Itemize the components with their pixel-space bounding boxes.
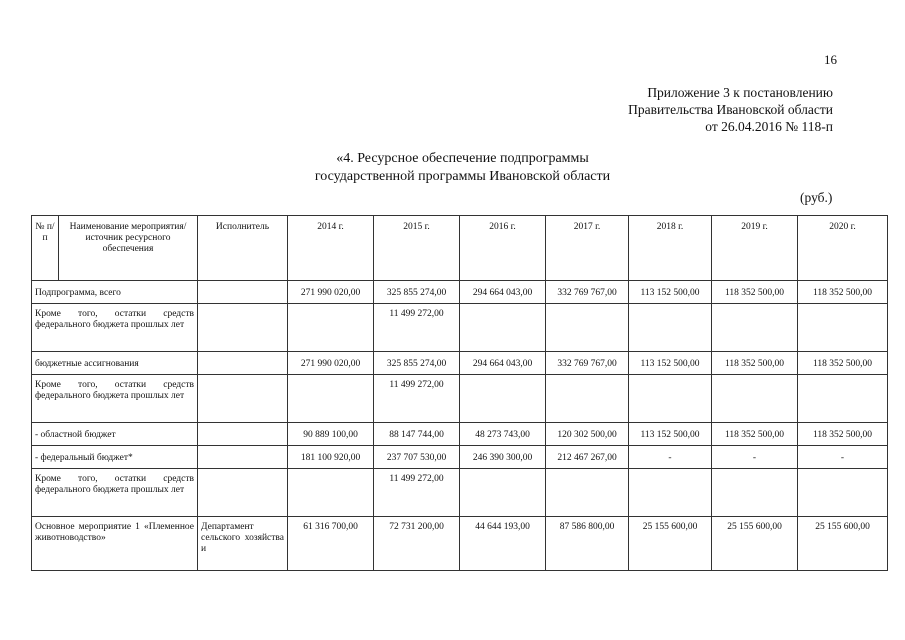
table-row [32,304,888,352]
cell-value: 118 352 500,00 [712,281,798,304]
cell-value: 325 855 274,00 [374,281,460,304]
page-number: 16 [824,52,837,67]
row-name: Подпрограмма, всего [32,281,198,304]
row-executor [198,423,288,446]
row-name: Кроме того, остатки средств федерального бюджета прошлых лет [32,375,198,423]
header-executor: Исполнитель [198,216,288,281]
cell-value [288,304,374,352]
cell-value: 246 390 300,00 [460,446,546,469]
cell-value [546,375,629,423]
cell-value [629,469,712,517]
header-year: 2015 г. [374,216,460,281]
table-row [32,517,888,571]
attachment-line: от 26.04.2016 № 118-п [705,119,833,134]
cell-value: 44 644 193,00 [460,517,546,571]
cell-value [712,304,798,352]
section-title-line: «4. Ресурсное обеспечение подпрограммы [336,151,589,166]
cell-value: 118 352 500,00 [798,423,888,446]
row-name: Кроме того, остатки средств федерального бюджета прошлых лет [32,304,198,352]
header-year: 2014 г. [288,216,374,281]
cell-value [460,375,546,423]
header-year: 2020 г. [798,216,888,281]
cell-value: 118 352 500,00 [798,281,888,304]
row-executor [198,304,288,352]
row-executor [198,469,288,517]
cell-value: 118 352 500,00 [712,423,798,446]
header-year: 2017 г. [546,216,629,281]
cell-value [629,375,712,423]
cell-value: 332 769 767,00 [546,352,629,375]
table-row [32,281,888,304]
cell-value: 87 586 800,00 [546,517,629,571]
table-row [32,423,888,446]
row-executor [198,352,288,375]
row-name: бюджетные ассигнования [32,352,198,375]
cell-value: 48 273 743,00 [460,423,546,446]
section-title [0,150,905,186]
cell-value [460,469,546,517]
attachment-line: Правительства Ивановской области [628,102,833,117]
cell-value: 113 152 500,00 [629,423,712,446]
cell-value: 212 467 267,00 [546,446,629,469]
cell-value: 294 664 043,00 [460,352,546,375]
cell-value: 88 147 744,00 [374,423,460,446]
cell-value: 113 152 500,00 [629,281,712,304]
cell-value [798,469,888,517]
cell-value: 120 302 500,00 [546,423,629,446]
cell-value: 25 155 600,00 [798,517,888,571]
cell-value: 11 499 272,00 [374,469,460,517]
cell-value: 11 499 272,00 [374,375,460,423]
cell-value: 271 990 020,00 [288,352,374,375]
header-year: 2016 г. [460,216,546,281]
cell-value: - [712,446,798,469]
cell-value: 25 155 600,00 [712,517,798,571]
header-no: № п/п [32,216,59,281]
cell-value: 294 664 043,00 [460,281,546,304]
cell-value: 72 731 200,00 [374,517,460,571]
header-year: 2018 г. [629,216,712,281]
cell-value [460,304,546,352]
cell-value: 181 100 920,00 [288,446,374,469]
cell-value: 325 855 274,00 [374,352,460,375]
cell-value [288,469,374,517]
row-executor [198,446,288,469]
cell-value: 332 769 767,00 [546,281,629,304]
cell-value [798,375,888,423]
cell-value: 90 889 100,00 [288,423,374,446]
cell-value: - [798,446,888,469]
header-year: 2019 г. [712,216,798,281]
section-title-line: государственной программы Ивановской области [314,169,611,184]
row-name: - федеральный бюджет* [32,446,198,469]
row-name: - областной бюджет [32,423,198,446]
row-name: Основное мероприятие 1 «Племенное животноводство» [32,517,198,571]
attachment-header [628,84,833,135]
cell-value [712,469,798,517]
row-executor: Департамент сельского хозяйства и [198,517,288,571]
cell-value: 118 352 500,00 [712,352,798,375]
cell-value: 113 152 500,00 [629,352,712,375]
table-row [32,469,888,517]
cell-value [546,469,629,517]
row-executor [198,281,288,304]
cell-value: 25 155 600,00 [629,517,712,571]
cell-value [288,375,374,423]
cell-value: 118 352 500,00 [798,352,888,375]
header-name: Наименование мероприятия/ источник ресурсного обеспечения [59,216,198,281]
cell-value: - [629,446,712,469]
cell-value: 61 316 700,00 [288,517,374,571]
currency-unit: (руб.) [800,190,833,205]
resource-table [31,215,888,571]
attachment-line: Приложение 3 к постановлению [647,85,833,100]
cell-value: 237 707 530,00 [374,446,460,469]
cell-value [712,375,798,423]
row-executor [198,375,288,423]
cell-value: 271 990 020,00 [288,281,374,304]
table-row [32,375,888,423]
cell-value [798,304,888,352]
cell-value [546,304,629,352]
cell-value [629,304,712,352]
row-name: Кроме того, остатки средств федерального бюджета прошлых лет [32,469,198,517]
table-row [32,446,888,469]
table-row [32,352,888,375]
cell-value: 11 499 272,00 [374,304,460,352]
table-header-row [32,216,888,281]
